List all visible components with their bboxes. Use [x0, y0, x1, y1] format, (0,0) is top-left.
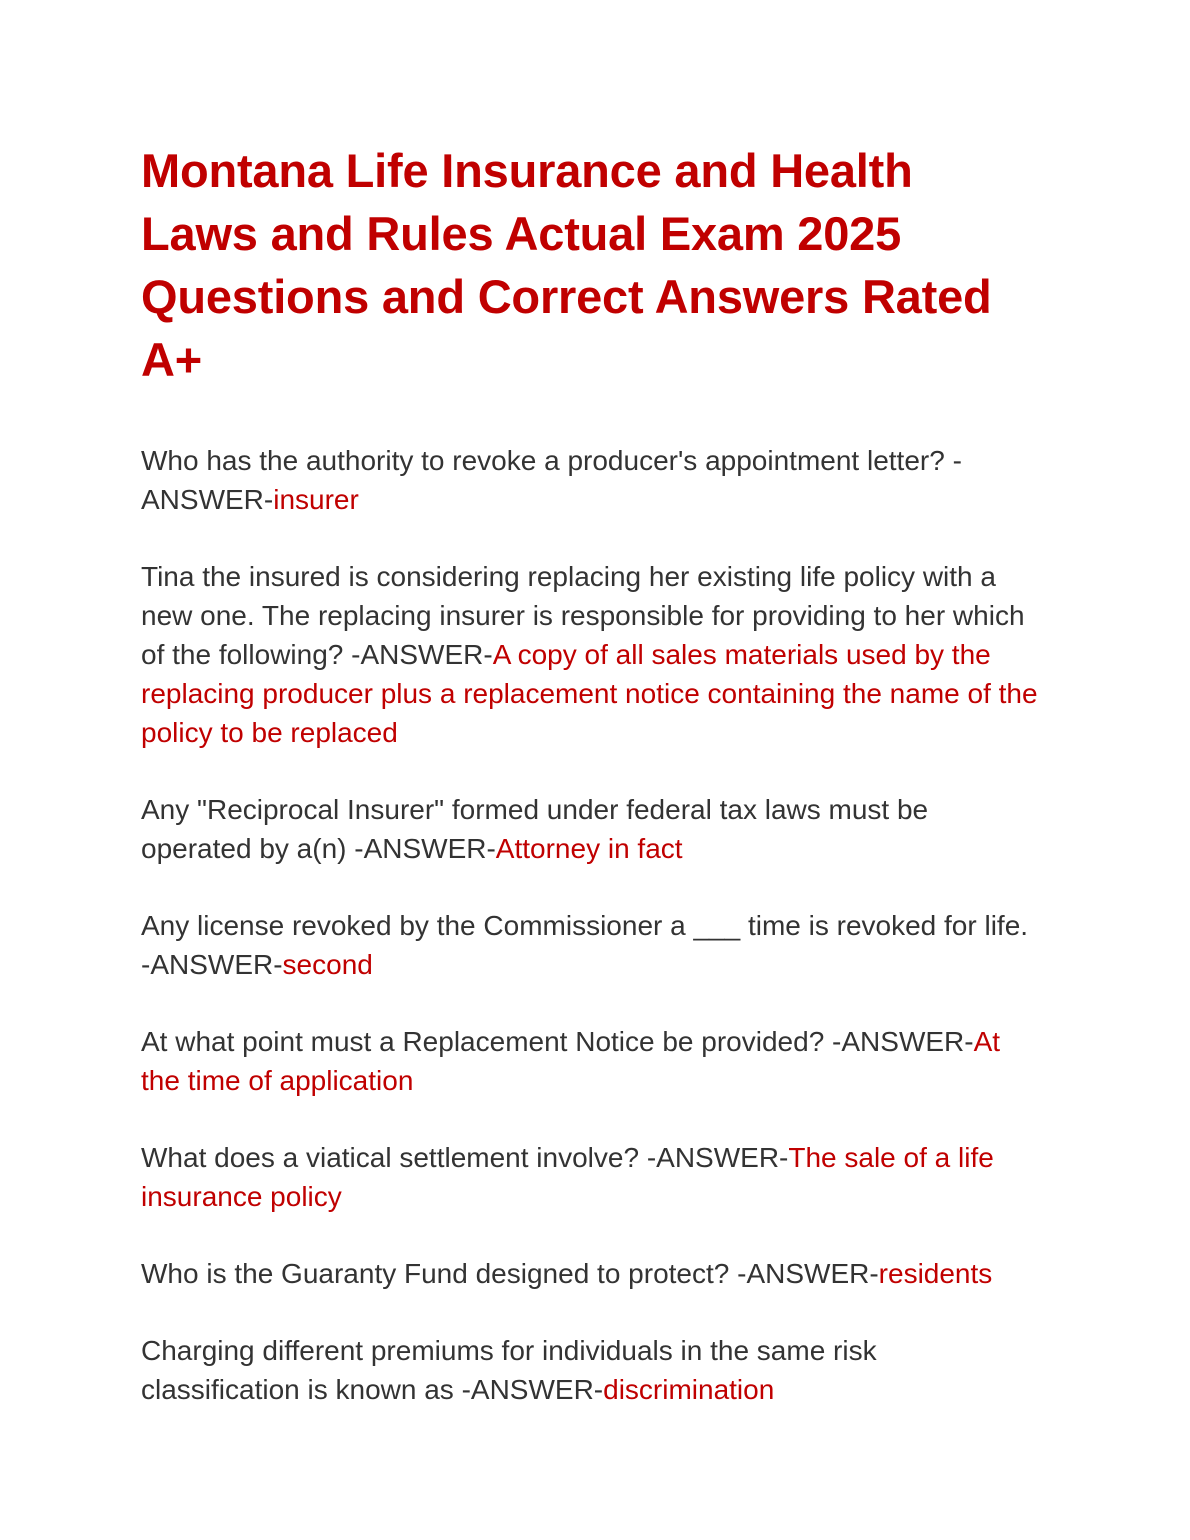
question-text: What does a viatical settlement involve? — [141, 1142, 647, 1173]
question-text: Any license revoked by the Commissioner a ___ time is revoked for life. — [141, 910, 1029, 941]
answer-separator: -ANSWER- — [141, 445, 962, 515]
answer-text: insurer — [273, 484, 359, 515]
document-title: Montana Life Insurance and Health Laws and Rules Actual Exam 2025 Questions and Correct Answers Rated A+ — [141, 144, 992, 386]
answer-text: A copy of all sales materials used by the replacing producer plus a replacement notice containing the name of the policy to be replaced — [141, 639, 1038, 748]
qa-item-2 — [141, 557, 1040, 752]
answer-separator: -ANSWER- — [354, 833, 496, 864]
qa-item-5 — [141, 1022, 1040, 1100]
answer-text: Attorney in fact — [495, 833, 683, 864]
question-text: Charging different premiums for individuals in the same risk classification is known as — [141, 1335, 877, 1405]
answer-text: At the time of application — [141, 1026, 1001, 1096]
qa-item-3 — [141, 790, 1040, 868]
answer-separator: -ANSWER- — [832, 1026, 974, 1057]
answer-separator: -ANSWER- — [646, 1142, 789, 1173]
answer-text: discrimination — [603, 1374, 775, 1405]
qa-item-4 — [141, 906, 1040, 984]
answer-separator: -ANSWER- — [351, 639, 493, 670]
qa-item-7 — [141, 1254, 1040, 1293]
question-text: At what point must a Replacement Notice be provided? — [141, 1026, 833, 1057]
question-text: Who is the Guaranty Fund designed to protect? — [141, 1258, 738, 1289]
question-text: Tina the insured is considering replacing her existing life policy with a new one. The replacing insurer is responsible for providing to her which of the following? — [141, 561, 1025, 670]
answer-text: The sale of a life insurance policy — [141, 1142, 994, 1212]
answer-separator: -ANSWER- — [737, 1258, 879, 1289]
answer-text: residents — [878, 1258, 993, 1289]
answer-text: second — [282, 949, 373, 980]
qa-item-6 — [141, 1138, 1040, 1216]
answer-separator: -ANSWER- — [461, 1374, 604, 1405]
answer-separator: -ANSWER- — [141, 949, 283, 980]
question-text: Any "Reciprocal Insurer" formed under federal tax laws must be operated by a(n) — [141, 794, 929, 864]
qa-item-8 — [141, 1331, 1040, 1409]
question-text: Who has the authority to revoke a producer's appointment letter? — [141, 445, 953, 476]
qa-item-1 — [141, 441, 1040, 519]
